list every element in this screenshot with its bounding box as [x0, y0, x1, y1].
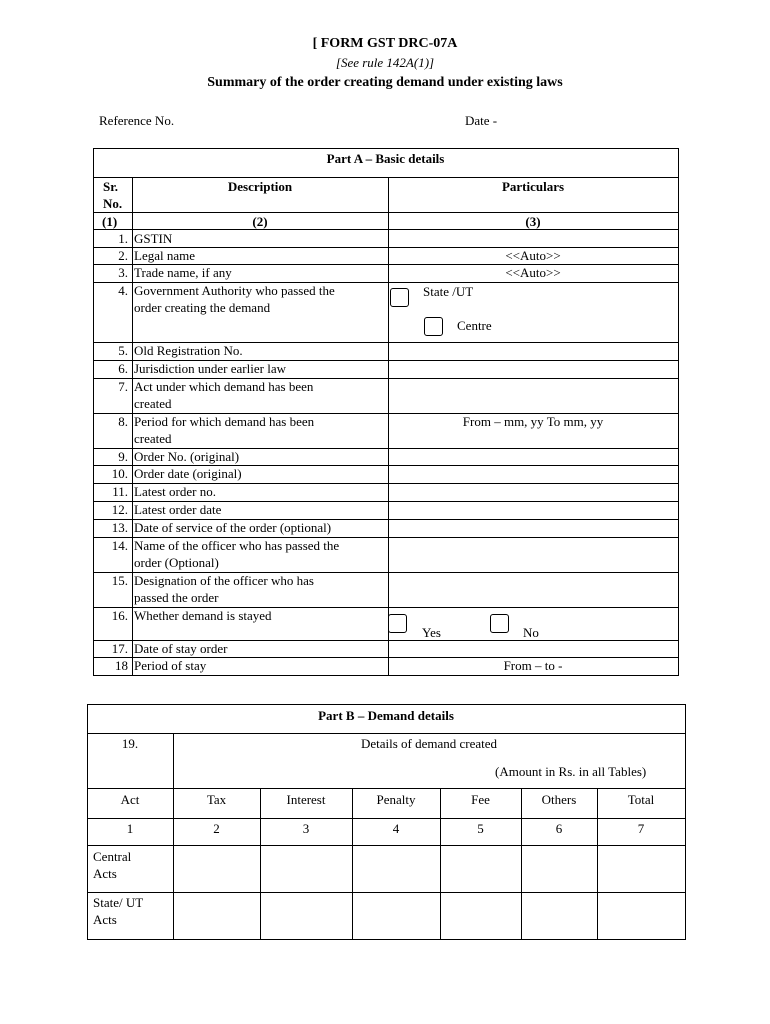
part-b-col-header: Tax — [206, 792, 227, 807]
row-sr-number: 16. — [111, 608, 128, 623]
row-description: Order date (original) — [134, 466, 242, 481]
yes-label: Yes — [422, 625, 441, 640]
part-a-title-divider — [93, 177, 679, 178]
row-sr-number: 1. — [118, 231, 128, 246]
centre-label: Centre — [457, 318, 492, 333]
row-sr-number: 11. — [112, 484, 128, 499]
amount-note: (Amount in Rs. in all Tables) — [495, 764, 647, 779]
row-description: Trade name, if any — [134, 265, 232, 280]
state-ut-acts-label: State/ UT — [93, 895, 144, 910]
part-a-left-border — [93, 148, 94, 676]
row-description: Old Registration No. — [134, 343, 243, 358]
part-b-col-number: 4 — [392, 821, 400, 836]
row-sr-number: 5. — [118, 343, 128, 358]
part-b-col-divider — [597, 788, 598, 939]
row-sr-number: 3. — [118, 265, 128, 280]
row-description-line2: created — [134, 396, 172, 411]
part-b-right-border — [685, 704, 686, 940]
state-ut-acts-label-2: Acts — [93, 912, 117, 927]
part-a-col-divider-1 — [132, 177, 133, 675]
row-description: Order No. (original) — [134, 449, 240, 464]
date-label: Date - — [465, 113, 498, 128]
part-b-title: Part B – Demand details — [318, 708, 454, 723]
col-description-header: Description — [227, 179, 293, 194]
reference-label: Reference No. — [99, 113, 175, 128]
row-description-line2: created — [134, 431, 172, 446]
part-b-sr-divider — [173, 733, 174, 939]
row-description: Jurisdiction under earlier law — [134, 361, 286, 376]
col-num-1: (1) — [102, 214, 118, 229]
row-description: Government Authority who passed the — [134, 283, 335, 298]
row-particulars: <<Auto>> — [505, 248, 561, 263]
part-b-col-divider — [352, 788, 353, 939]
row-description-line2: order (Optional) — [134, 555, 219, 570]
yes-checkbox[interactable] — [388, 614, 407, 633]
row-sr-number: 9. — [118, 449, 128, 464]
row-particulars: From – to - — [503, 658, 563, 673]
row-sr-number: 8. — [118, 414, 128, 429]
no-label: No — [523, 625, 539, 640]
part-b-col-header: Others — [541, 792, 577, 807]
part-b-top-border — [87, 704, 686, 705]
part-b-col-header: Total — [627, 792, 655, 807]
part-a-title: Part A – Basic details — [326, 151, 445, 166]
row-sr-number: 12. — [111, 502, 128, 517]
part-a-right-border — [678, 148, 679, 676]
row-sr-number: 7. — [118, 379, 128, 394]
part-b-col-header: Act — [120, 792, 140, 807]
col-num-3: (3) — [525, 214, 541, 229]
details-of-demand-label: Details of demand created — [360, 736, 498, 751]
state-ut-label: State /UT — [423, 284, 474, 299]
row-sr-number: 15. — [111, 573, 128, 588]
part-b-col-number: 7 — [637, 821, 645, 836]
part-a-row-line — [93, 675, 679, 676]
part-a-top-border — [93, 148, 679, 149]
row-description-line2: order creating the demand — [134, 300, 271, 315]
row-description: Whether demand is stayed — [134, 608, 272, 623]
row-description: GSTIN — [134, 231, 173, 246]
row-description: Period for which demand has been — [134, 414, 315, 429]
row-sr-number: 2. — [118, 248, 128, 263]
part-b-col-divider — [440, 788, 441, 939]
form-title: [ FORM GST DRC-07A — [312, 36, 458, 51]
row-description: Date of service of the order (optional) — [134, 520, 332, 535]
row-particulars: From – mm, yy To mm, yy — [462, 414, 604, 429]
col-particulars-header: Particulars — [501, 179, 565, 194]
part-b-col-number: 1 — [126, 821, 134, 836]
part-b-col-number: 3 — [302, 821, 310, 836]
row-description: Latest order no. — [134, 484, 216, 499]
row-description: Designation of the officer who has — [134, 573, 314, 588]
part-b-col-number: 6 — [555, 821, 563, 836]
part-b-col-divider — [521, 788, 522, 939]
row-19-sr: 19. — [121, 736, 139, 751]
row-description: Name of the officer who has passed the — [134, 538, 340, 553]
part-b-col-divider — [260, 788, 261, 939]
part-b-col-number: 2 — [213, 821, 220, 836]
part-b-col-header: Interest — [286, 792, 326, 807]
row-sr-number: 14. — [111, 538, 128, 553]
row-sr-number: 4. — [118, 283, 128, 298]
row-sr-number: 10. — [111, 466, 128, 481]
row-sr-number: 17. — [111, 641, 128, 656]
centre-checkbox[interactable] — [424, 317, 443, 336]
form-subtitle: Summary of the order creating demand under existing laws — [207, 75, 563, 90]
part-a-header-divider — [93, 212, 679, 213]
no-checkbox[interactable] — [490, 614, 509, 633]
part-b-col-header: Penalty — [376, 792, 416, 807]
row-description: Period of stay — [134, 658, 207, 673]
row-sr-number: 6. — [118, 361, 128, 376]
part-b-bottom-border — [87, 939, 686, 940]
col-sr-header-2: No. — [103, 196, 123, 211]
row-sr-number: 13. — [111, 520, 128, 535]
rule-reference: [See rule 142A(1)] — [335, 55, 435, 70]
state-ut-checkbox[interactable] — [390, 288, 409, 307]
central-acts-label-2: Acts — [93, 866, 117, 881]
part-b-col-header: Fee — [471, 792, 490, 807]
row-description-line2: passed the order — [134, 590, 219, 605]
row-description: Legal name — [134, 248, 195, 263]
central-acts-label: Central — [93, 849, 132, 864]
part-a-number-divider — [93, 229, 679, 230]
part-b-title-divider — [87, 733, 686, 734]
row-particulars: <<Auto>> — [505, 265, 561, 280]
row-description: Act under which demand has been — [134, 379, 314, 394]
col-num-2: (2) — [252, 214, 268, 229]
col-sr-header: Sr. — [103, 179, 119, 194]
part-b-col-number: 5 — [477, 821, 484, 836]
row-sr-number: 18 — [115, 658, 128, 673]
row-description: Date of stay order — [134, 641, 228, 656]
row-description: Latest order date — [134, 502, 222, 517]
